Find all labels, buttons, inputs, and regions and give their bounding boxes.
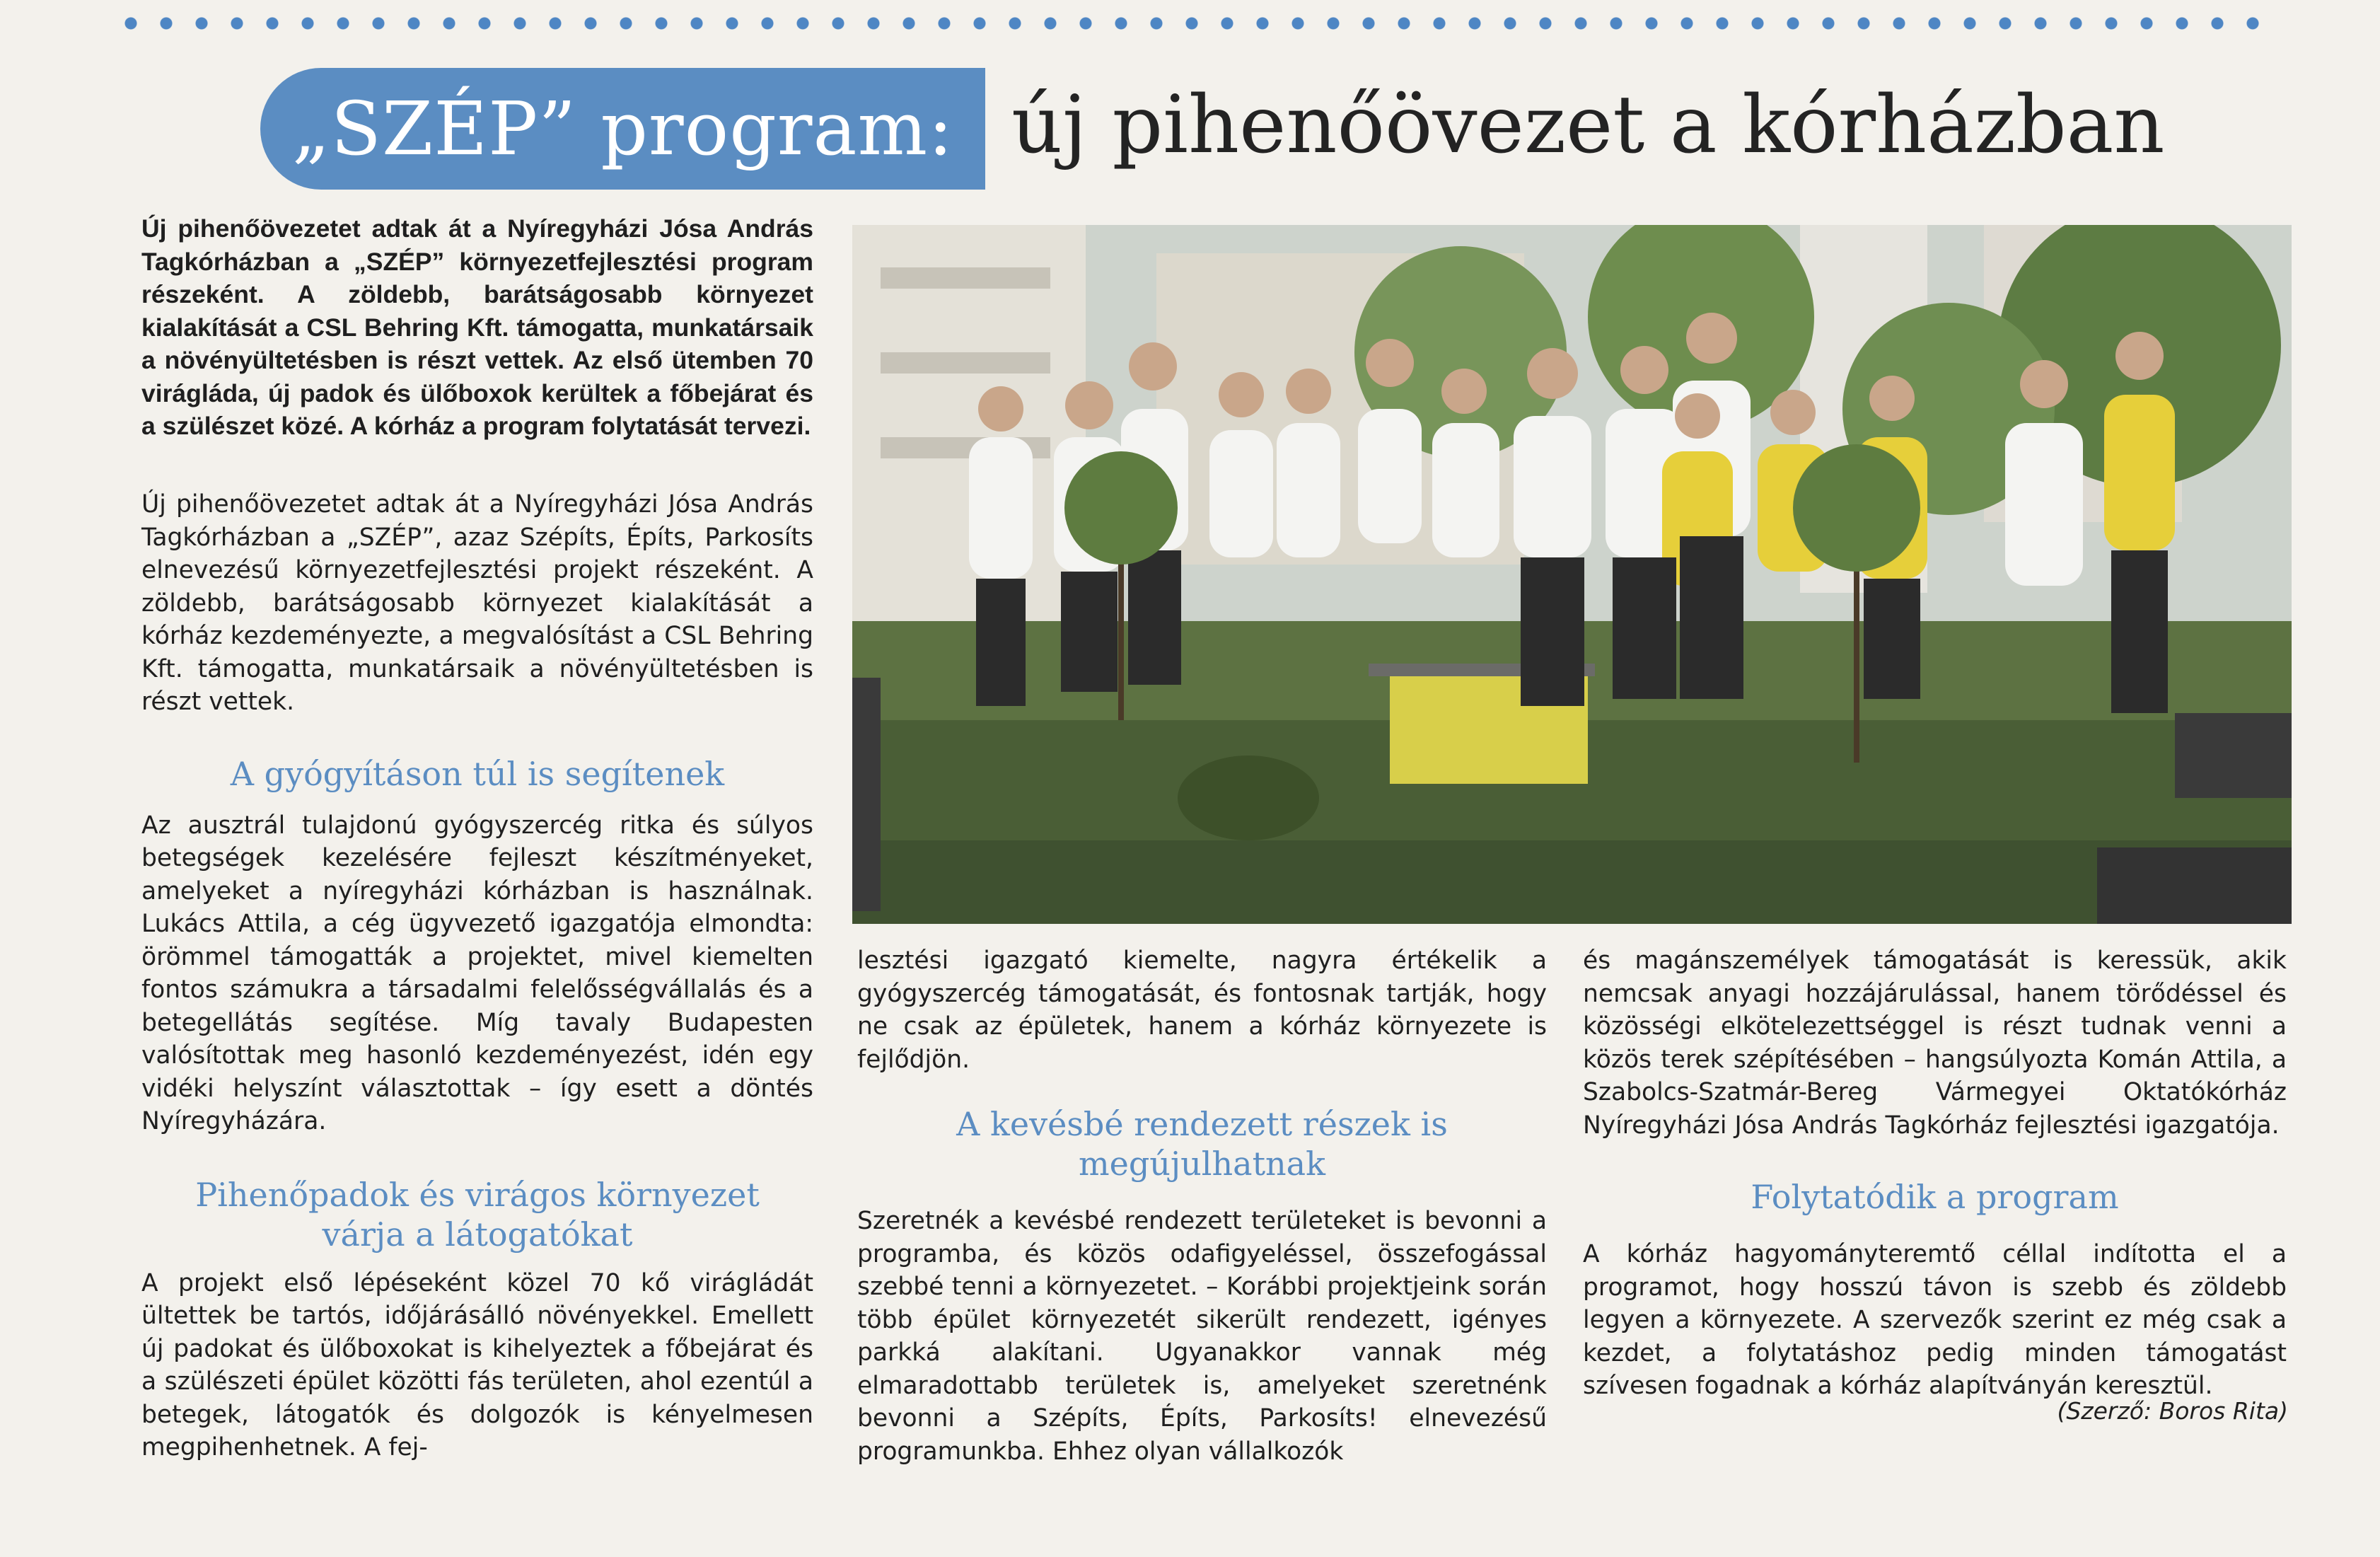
subheading: Pihenőpadok és virágos környezet várja a látogatókat (195, 1175, 760, 1254)
page-title: új pihenőövezet a kórházban (1011, 79, 2165, 171)
subheading: Folytatódik a program (1751, 1178, 2119, 1216)
body-paragraph: Szeretnék a kevésbé rendezett területeket is bevonni a programba, és közös odafigyeléssel, összefogással szebbé tenni a környezetet. – Korábbi projektjeink során több épület környezetét sikerült rendezett, igényes parkká alakítani. Ugyanakkor vannak még elmaradottabb területek is, amelyeket szeretnénk bevonni a Szépíts, Építs, Parkosíts! elnevezésű programunkba. Ehhez olyan vállalkozók (857, 1207, 1547, 1466)
decorative-dot-row (113, 13, 2277, 34)
lead-paragraph: Új pihenőövezetet adtak át a Nyíregyházi Jósa András Tagkórházban a „SZÉP” környezetfejlesztési program részeként. A zöldebb, barátságosabb környezet kialakítását a CSL Behring Kft. támogatta, munkatársaik a növényültetésben is részt vettek. Az első ütemben 70 virágláda, új padok és ülőboxok kerültek a főbejárat és a szülészet közé. A kórház a program folytatását tervezi. (141, 214, 813, 440)
body-paragraph: Az ausztrál tulajdonú gyógyszercég ritka és súlyos betegségek kezelésére fejleszt készítményeket, amelyeket a nyíregyházi kórházban is használnak. Lukács Attila, a cég ügyvezető igazgatója elmondta: örömmel támogatták a projektet, mivel kiemelten fontos számukra a társadalmi felelősségvállalás és a betegellátás segítése. Míg tavaly Budapesten valósítottak meg hasonló kezdeményezést, idén egy vidéki helyszínt választottak – így esett a döntés Nyíregyházára. (141, 811, 813, 1135)
body-paragraph: Új pihenőövezetet adtak át a Nyíregyházi Jósa András Tagkórházban a „SZÉP”, azaz Szépíts, Építs, Parkosíts elnevezésű környezetfejlesztési projekt részeként. A zöldebb, barátságosabb környezet kialakítását a kórház kezdeményezte, a megvalósítást a CSL Behring Kft. támogatta, munkatársaik a növényültetésben is részt vettek. (141, 490, 813, 716)
body-paragraph: A kórház hagyományteremtő céllal indította el a programot, hogy hosszú távon is szebb és zöldebb legyen a környezete. A szervezők szerint ez még csak a kezdet, a folytatáshoz pedig minden támogatást szívesen fogadnak a kórház alapítványán keresztül. (1583, 1240, 2287, 1400)
body-paragraph: A projekt első lépéseként közel 70 kő virágládát ültettek be tartós, időjárásálló növényekkel. Emellett új padokat és ülőboxokat is kihelyeztek a főbejárat és a szülészeti épület közötti fás területen, ahol ezentúl a betegek, látogatók és dolgozók is kényelmesen megpihenhetnek. A fej- (141, 1268, 813, 1462)
group-photo (852, 225, 2292, 924)
photo-illustration (852, 225, 2292, 924)
column-2 (857, 944, 1547, 1468)
title-highlight: „SZÉP” program: (291, 86, 954, 172)
lead-block (141, 212, 813, 443)
body-paragraph: és magánszemélyek támogatását is keressük, akik nemcsak anyagi hozzájárulással, hanem törődéssel és közösségi elkötelezettséggel is részt tudnak venni a közös terek szépítésében – hangsúlyozta Komán Attila, a Szabolcs-Szatmár-Bereg Vármegyei Oktatókórház Nyíregyházi Jósa András Tagkórház fejlesztési igazgatója. (1583, 947, 2287, 1140)
subheading: A kevésbé rendezett részek is megújulhatnak (956, 1105, 1448, 1183)
subheading: A gyógyításon túl is segítenek (230, 754, 725, 793)
body-paragraph: lesztési igazgató kiemelte, nagyra értékelik a gyógyszercég támogatását, és fontosnak tartják, hogy ne csak az épületek, hanem a kórház környezete is fejlődjön. (857, 947, 1547, 1074)
column-1 (141, 488, 813, 1464)
title-highlight-band (260, 68, 985, 190)
column-3 (1583, 944, 2287, 1403)
author-credit: (Szerző: Boros Rita) (2057, 1397, 2288, 1425)
